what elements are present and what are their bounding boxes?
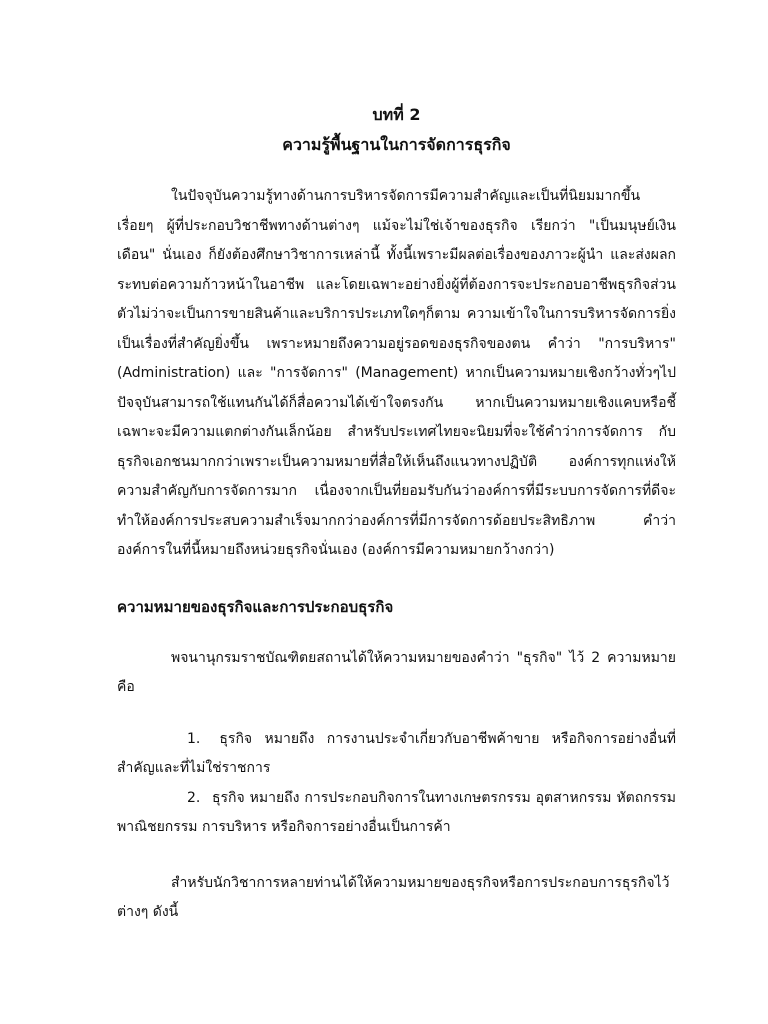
definition-number: 1. [187, 730, 201, 747]
definition-item [117, 784, 676, 843]
chapter-title: ความรู้พื้นฐานในการจัดการธุรกิจ [282, 135, 511, 154]
intro-paragraph: ในปัจจุบันความรู้ทางด้านการบริหารจัดการมีความสำคัญและเป็นที่นิยมมากขึ้นเรื่อยๆ ผู้ที่ประกอบวิชาชีพทางด้านต่างๆ แม้จะไม่ใช่เจ้าของธุรกิจ เรียกว่า "เป็นมนุษย์เงินเดือน" นั่นเอง ก็ยังต้องศึกษาวิชาการเหล่านี้ ทั้งนี้เพราะมีผลต่อเรื่องของภาวะผู้นำ และส่งผลกระทบต่อความก้าวหน้าในอาชีพ และโดยเฉพาะอย่างยิ่งผู้ที่ต้องการจะประกอบอาชีพธุรกิจส่วนตัวไม่ว่าจะเป็นการขายสินค้าและบริการประเภทใดๆก็ตาม ความเข้าใจในการบริหารจัดการยิ่งเป็นเรื่องที่สำคัญยิ่งขึ้น เพราะหมายถึงความอยู่รอดของธุรกิจของตน คำว่า "การบริหาร" (Administration) และ "การจัดการ" (Management) หากเป็นความหมายเชิงกว้างทั่วๆไป ปัจจุบันสามารถใช้แทนกันได้ก็สื่อความได้เข้าใจตรงกัน หากเป็นความหมายเชิงแคบหรือชี้เฉพาะจะมีความแตกต่างกันเล็กน้อย สำหรับประเทศไทยจะนิยมที่จะใช้คำว่าการจัดการ กับธุรกิจเอกชนมากกว่าเพราะเป็นความหมายที่สื่อให้เห็นถึงแนวทางปฏิบัติ องค์การทุกแห่งให้ความสำคัญกับการจัดการมาก เนื่องจากเป็นที่ยอมรับกันว่าองค์การที่มีระบบการจัดการที่ดีจะทำให้องค์การประสบความสำเร็จมากกว่าองค์การที่มีการจัดการด้อยประสิทธิภาพ คำว่าองค์การในที่นี้หมายถึงหน่วยธุรกิจนั่นเอง (องค์การมีความหมายกว้างกว่า) [117, 188, 676, 558]
closing-paragraph: สำหรับนักวิชาการหลายท่านได้ให้ความหมายของธุรกิจหรือการประกอบการธุรกิจไว้ต่างๆ ดังนี้ [117, 874, 670, 920]
definition-text: ธุรกิจ หมายถึง การประกอบกิจการในทางเกษตรกรรม อุตสาหกรรม หัตถกรรม พาณิชยกรรม การบริหาร หรือกิจการอย่างอื่นเป็นการค้า [117, 789, 676, 835]
definition-list [117, 725, 676, 843]
section-intro-paragraph: พจนานุกรมราชบัณฑิตยสถานได้ให้ความหมายของคำว่า "ธุรกิจ" ไว้ 2 ความหมายคือ [117, 649, 676, 695]
definition-text: ธุรกิจ หมายถึง การงานประจำเกี่ยวกับอาชีพค้าขาย หรือกิจการอย่างอื่นที่สำคัญและที่ไม่ใช่ราชการ [117, 730, 676, 776]
definition-number: 2. [187, 789, 201, 806]
chapter-heading [117, 100, 676, 160]
definition-item [117, 725, 676, 784]
chapter-number: บทที่ 2 [372, 105, 421, 124]
section-heading: ความหมายของธุรกิจและการประกอบธุรกิจ [117, 597, 394, 616]
